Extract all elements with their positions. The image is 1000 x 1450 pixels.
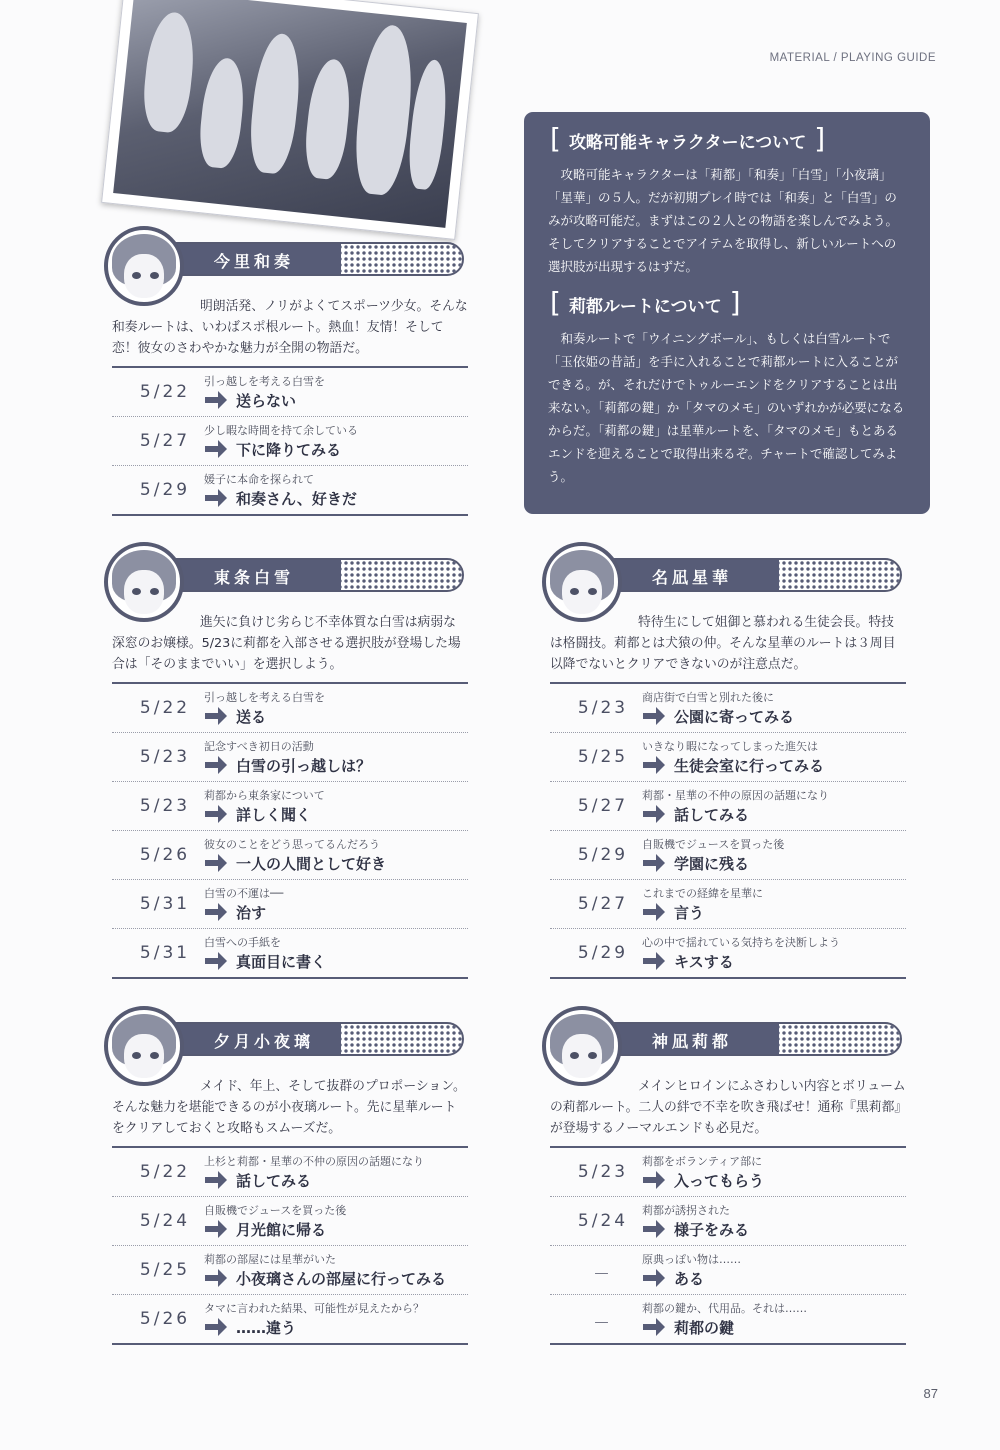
- choice-situation: 莉都が誘拐された: [642, 1204, 730, 1217]
- arrow-right-icon: [204, 902, 228, 922]
- arrow-right-icon: [642, 1268, 666, 1288]
- choice-row: [550, 1148, 906, 1197]
- choice-row: [112, 684, 468, 733]
- choice-row: [112, 1197, 468, 1246]
- choice-date: 5/27: [577, 796, 629, 816]
- arrow-right-icon: [204, 1317, 228, 1337]
- character-description: 明朗活発、ノリがよくてスポーツ少女。そんな和奏ルートは、いわばスポ根ルート。熱血！友情！そして恋！彼女のさわやかな魅力が全開の物語だ。: [112, 299, 468, 356]
- choice-row: [550, 880, 906, 929]
- choice-list: [550, 1146, 906, 1345]
- choice-date: 5/23: [139, 747, 191, 767]
- arrow-right-icon: [642, 706, 666, 726]
- arrow-right-icon: [204, 755, 228, 775]
- arrow-right-icon: [204, 804, 228, 824]
- choice-answer: 真面目に書く: [236, 953, 327, 971]
- choice-situation: 媛子に本命を探られて: [204, 473, 314, 486]
- choice-date: 5/24: [577, 1211, 629, 1231]
- choice-date: 5/22: [139, 382, 191, 402]
- choice-date: －: [593, 1314, 613, 1334]
- choice-date: 5/23: [139, 796, 191, 816]
- choice-date: 5/22: [139, 698, 191, 718]
- choice-answer: 和奏さん、好きだ: [236, 490, 357, 508]
- choice-situation: 自販機でジュースを買った後: [204, 1204, 347, 1217]
- character-name: 今里和奏: [214, 252, 295, 271]
- choice-answer: 話してみる: [674, 806, 750, 824]
- character-name: 東条白雪: [214, 568, 295, 587]
- choice-situation: 莉都をボランティア部に: [642, 1155, 763, 1168]
- choice-answer: 治す: [236, 904, 267, 922]
- choice-answer: 入ってもらう: [674, 1172, 765, 1190]
- choice-situation: 彼女のことをどう思ってるんだろう: [204, 838, 380, 851]
- choice-list: [550, 682, 906, 979]
- choice-situation: いきなり暇になってしまった進矢は: [642, 740, 818, 753]
- arrow-right-icon: [642, 1170, 666, 1190]
- choice-answer: 白雪の引っ越しは？: [236, 757, 372, 775]
- arrow-right-icon: [204, 1268, 228, 1288]
- arrow-right-icon: [642, 755, 666, 775]
- arrow-right-icon: [204, 488, 228, 508]
- arrow-right-icon: [204, 439, 228, 459]
- page-number: 87: [923, 1386, 938, 1401]
- choice-situation: これまでの経緯を星華に: [642, 887, 763, 900]
- choice-situation: 白雪への手紙を: [204, 936, 281, 949]
- choice-date: 5/25: [577, 747, 629, 767]
- choice-date: 5/26: [139, 1309, 191, 1329]
- choice-situation: 莉都の鍵か、代用品。それは……: [642, 1302, 807, 1315]
- choice-situation: 原典っぽい物は……: [642, 1253, 741, 1266]
- character-portrait: [542, 1006, 622, 1086]
- character-portrait: [104, 1006, 184, 1086]
- choice-answer: 送る: [236, 708, 267, 726]
- choice-row: [112, 1148, 468, 1197]
- choice-row: [112, 929, 468, 979]
- choice-row: [550, 1246, 906, 1295]
- name-banner: [580, 1022, 902, 1056]
- choice-situation: 白雪の不運は──: [204, 887, 284, 900]
- choice-row: [550, 831, 906, 880]
- character-description: メイド、年上、そして抜群のプロポーション。そんな魅力を堪能できるのが小夜璃ルート。先に星華ルートをクリアしておくと攻略もスムーズだ。: [112, 1079, 466, 1136]
- info-box: [524, 112, 930, 514]
- choice-answer: 話してみる: [236, 1172, 312, 1190]
- choice-date: 5/24: [139, 1211, 191, 1231]
- choice-situation: 莉都・星華の不仲の原因の話題になり: [642, 789, 829, 802]
- arrow-right-icon: [642, 951, 666, 971]
- choice-situation: 引っ越しを考える白雪を: [204, 375, 325, 388]
- arrow-right-icon: [642, 1317, 666, 1337]
- choice-date: 5/23: [577, 1162, 629, 1182]
- arrow-right-icon: [204, 1219, 228, 1239]
- choice-row: [112, 782, 468, 831]
- choice-answer: 様子をみる: [674, 1221, 750, 1239]
- arrow-right-icon: [642, 853, 666, 873]
- choice-answer: 一人の人間として好き: [236, 855, 387, 873]
- choice-list: [112, 1146, 468, 1345]
- arrow-right-icon: [204, 1170, 228, 1190]
- choice-row: [550, 684, 906, 733]
- choice-answer: 月光館に帰る: [236, 1221, 327, 1239]
- choice-answer: 公園に寄ってみる: [674, 708, 795, 726]
- choice-row: [112, 1246, 468, 1295]
- choice-date: 5/29: [577, 845, 629, 865]
- choice-row: [550, 929, 906, 979]
- choice-list: [112, 682, 468, 979]
- choice-row: [550, 1197, 906, 1246]
- character-name: 神凪莉都: [652, 1032, 733, 1051]
- choice-answer: キスする: [674, 953, 734, 971]
- choice-list: [112, 366, 468, 516]
- choice-situation: 商店街で白雪と別れた後に: [642, 691, 774, 704]
- choice-row: [112, 368, 468, 417]
- choice-answer: ある: [674, 1270, 705, 1288]
- choice-date: 5/26: [139, 845, 191, 865]
- choice-row: [550, 782, 906, 831]
- choice-date: 5/29: [139, 480, 191, 500]
- character-description: 進矢に負けじ劣らじ不幸体質な白雪は病弱な深窓のお嬢様。5/23に莉都を入部させる選択肢が登場した場合は「そのままでいい」を選択しよう。: [112, 615, 461, 672]
- choice-row: [112, 417, 468, 466]
- choice-row: [550, 1295, 906, 1345]
- arrow-right-icon: [204, 706, 228, 726]
- name-banner: [580, 558, 902, 592]
- choice-situation: 引っ越しを考える白雪を: [204, 691, 325, 704]
- choice-date: 5/23: [577, 698, 629, 718]
- choice-situation: 記念すべき初日の活動: [204, 740, 314, 753]
- choice-date: －: [593, 1265, 613, 1285]
- group-illustration: [101, 0, 479, 240]
- choice-row: [112, 880, 468, 929]
- choice-row: [112, 1295, 468, 1345]
- character-description: 特待生にして姐御と慕われる生徒会長。特技は格闘技。莉都とは犬猿の仲。そんな星華のルートは３周目以降でないとクリアできないのが注意点だ。: [550, 615, 896, 672]
- info-heading: [ 攻略可能キャラクターについて ]: [550, 121, 826, 155]
- choice-situation: 心の中で揺れている気持ちを決断しよう: [642, 936, 840, 949]
- character-name: 名凪星華: [652, 568, 733, 587]
- choice-date: 5/31: [139, 894, 191, 914]
- arrow-right-icon: [642, 902, 666, 922]
- choice-answer: 学園に残る: [674, 855, 750, 873]
- choice-date: 5/27: [139, 431, 191, 451]
- info-paragraph: 攻略可能キャラクターは「莉都」「和奏」「白雪」「小夜璃」「星華」の５人。だが初期プレイ時では「和奏」と「白雪」のみが攻略可能だ。まずはこの２人との物語を楽しんでみよう。そしてクリアすることでアイテムを取得し、新しいルートへの選択肢が出現するはずだ。: [548, 167, 899, 274]
- info-paragraph: 和奏ルートで「ウイニングボール」、もしくは白雪ルートで「玉依姫の昔話」を手に入れることで莉都ルートに入ることができる。が、それだけでトゥルーエンドをクリアすることは出来ない。「莉都の鍵」か「タマのメモ」のいずれかが必要になるからだ。「莉都の鍵」は星華ルートを、「タマのメモ」もとあるエンドを迎えることで取得出来るぞ。チャートで確認してみよう。: [548, 331, 905, 484]
- header-label: MATERIAL / PLAYING GUIDE: [769, 52, 936, 64]
- character-description: メインヒロインにふさわしい内容とボリュームの莉都ルート。二人の絆で不幸を吹き飛ばせ！通称『黒莉都』が登場するノーマルエンドも必見だ。: [550, 1079, 906, 1136]
- arrow-right-icon: [642, 1219, 666, 1239]
- choice-row: [112, 466, 468, 516]
- choice-row: [112, 831, 468, 880]
- choice-date: 5/27: [577, 894, 629, 914]
- arrow-right-icon: [642, 804, 666, 824]
- choice-date: 5/31: [139, 943, 191, 963]
- arrow-right-icon: [204, 390, 228, 410]
- choice-answer: 下に降りてみる: [236, 441, 342, 459]
- choice-date: 5/29: [577, 943, 629, 963]
- choice-answer: 送らない: [236, 392, 297, 410]
- name-banner: [142, 1022, 464, 1056]
- choice-situation: 自販機でジュースを買った後: [642, 838, 785, 851]
- choice-date: 5/25: [139, 1260, 191, 1280]
- choice-date: 5/22: [139, 1162, 191, 1182]
- choice-situation: 上杉と莉都・星華の不仲の原因の話題になり: [204, 1155, 424, 1168]
- arrow-right-icon: [204, 951, 228, 971]
- choice-answer: 莉都の鍵: [674, 1319, 735, 1337]
- choice-row: [112, 733, 468, 782]
- info-heading: [ 莉都ルートについて ]: [550, 285, 741, 319]
- choice-situation: 莉都の部屋には星華がいた: [204, 1253, 336, 1266]
- choice-answer: ……違う: [236, 1319, 297, 1337]
- character-name: 夕月小夜璃: [214, 1032, 315, 1051]
- arrow-right-icon: [204, 853, 228, 873]
- character-portrait: [104, 542, 184, 622]
- choice-answer: 詳しく聞く: [236, 806, 312, 824]
- choice-situation: 莉都から東条家について: [204, 789, 325, 802]
- choice-row: [550, 733, 906, 782]
- character-portrait: [104, 226, 184, 306]
- character-portrait: [542, 542, 622, 622]
- choice-answer: 小夜璃さんの部屋に行ってみる: [236, 1270, 447, 1288]
- name-banner: [142, 558, 464, 592]
- choice-answer: 言う: [674, 904, 705, 922]
- name-banner: [142, 242, 464, 276]
- choice-situation: タマに言われた結果、可能性が見えたから？: [204, 1302, 424, 1315]
- choice-answer: 生徒会室に行ってみる: [674, 757, 825, 775]
- choice-situation: 少し暇な時間を持て余している: [204, 424, 358, 437]
